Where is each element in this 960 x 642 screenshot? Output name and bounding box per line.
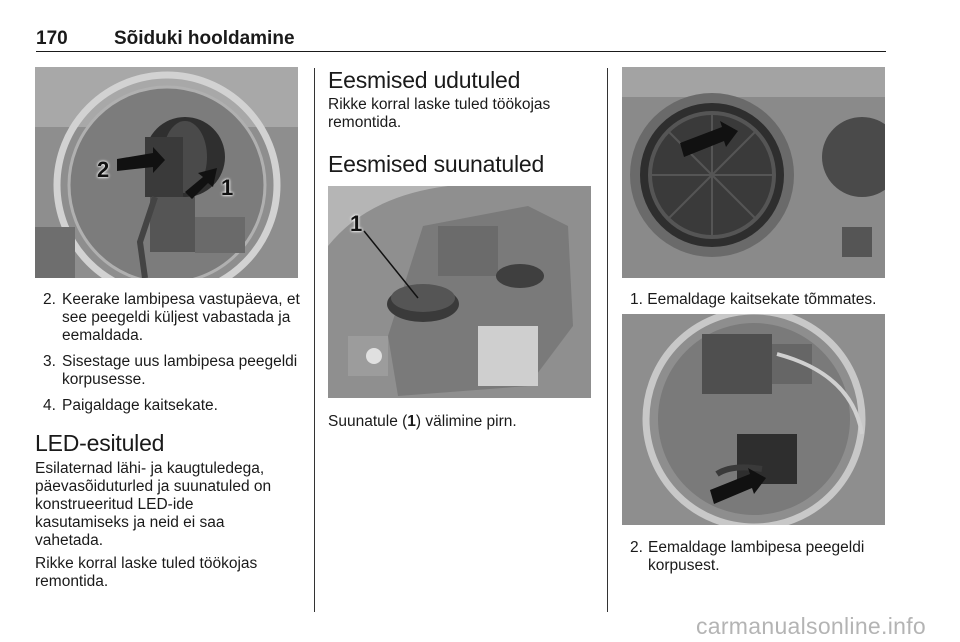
column-divider-right xyxy=(607,68,608,612)
step-number: 1. xyxy=(630,291,643,308)
step-number: 3. xyxy=(43,353,56,370)
fog-lights-paragraph: Rikke korral laske tuled töökojas remontida. xyxy=(328,96,551,131)
callout-1: 1 xyxy=(350,211,363,236)
list-item xyxy=(35,397,301,415)
column-divider-left xyxy=(314,68,315,612)
step-number: 4. xyxy=(43,397,56,414)
lamp-holder-illustration xyxy=(35,67,298,278)
step-text: Eemaldage kaitsekate tõmmates. xyxy=(647,291,877,308)
caption-suffix: ) välimine pirn. xyxy=(415,413,517,430)
callout-2: 2 xyxy=(97,157,110,182)
figure-headlamp-rear xyxy=(328,186,591,398)
figure-protective-cover xyxy=(622,67,885,278)
step-number: 2. xyxy=(43,291,56,308)
right-step-1 xyxy=(630,291,876,309)
indicator-heading: Eesmised suunatuled xyxy=(328,151,545,177)
indicator-caption xyxy=(328,413,517,431)
page-title: Sõiduki hooldamine xyxy=(114,28,295,49)
protective-cover-illustration xyxy=(622,67,885,278)
caption-callout: 1 xyxy=(407,413,416,430)
list-item xyxy=(35,353,301,389)
step-text: Sisestage uus lambipesa peegeldi korpusesse. xyxy=(62,353,298,388)
fog-lights-heading: Eesmised udutuled xyxy=(328,67,521,93)
step-text: Paigaldage kaitsekate. xyxy=(62,397,218,414)
left-steps-list xyxy=(35,291,301,423)
headlamp-rear-illustration xyxy=(328,186,591,398)
watermark: carmanualsonline.info xyxy=(695,613,926,639)
figure-lamp-holder xyxy=(35,67,298,278)
right-step-2 xyxy=(630,539,880,575)
step-number: 2. xyxy=(630,539,643,556)
led-paragraph-2: Rikke korral laske tuled töökojas remontida. xyxy=(35,555,258,590)
page-number: 170 xyxy=(36,28,68,49)
caption-prefix: Suunatule ( xyxy=(328,413,408,430)
figure-remove-bulb-holder xyxy=(622,314,885,525)
remove-bulb-holder-illustration xyxy=(622,314,885,525)
callout-1: 1 xyxy=(221,175,234,200)
led-heading: LED-esituled xyxy=(35,430,165,456)
step-text: Eemaldage lambipesa peegeldi korpusest. xyxy=(648,539,865,574)
step-text: Keerake lambipesa vastupäeva, et see peegeldi küljest vabastada ja eemaldada. xyxy=(62,291,300,344)
led-paragraph-1: Esilaternad lähi- ja kaugtuledega, päevasõiduturled ja suunatuled on konstrueeritud LED-ide kasutamiseks ja neid ei saa vahetada. xyxy=(35,460,272,549)
page-header xyxy=(36,26,886,52)
list-item xyxy=(35,291,301,345)
